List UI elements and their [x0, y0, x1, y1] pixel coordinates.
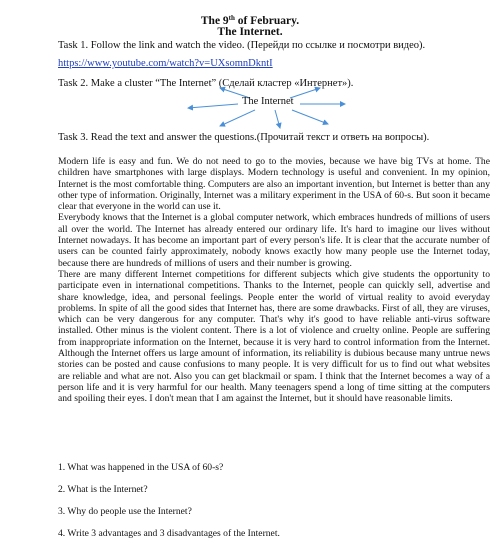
cluster-arrow-down-left [220, 110, 255, 126]
cluster-arrow-down [275, 110, 280, 128]
cluster-arrow-up-right [290, 88, 320, 98]
youtube-video-link[interactable]: https://www.youtube.com/watch?v=UXsomnDkntI [58, 58, 273, 69]
question-2: 2. What is the Internet? [58, 484, 148, 495]
question-1: 1. What was happened in the USA of 60-s? [58, 462, 224, 473]
title-date-prefix: The 9 [200, 15, 229, 27]
internet-cluster-diagram [180, 86, 350, 130]
title-date-suffix: of February. [234, 15, 300, 27]
task-2-instruction: Task 2. Make a cluster “The Internet” (Сделай кластер «Интернет»). [58, 78, 354, 89]
task-1-instruction: Task 1. Follow the link and watch the video. (Перейди по ссылке и посмотри видео). [58, 40, 426, 51]
title-date-sup: th [228, 14, 235, 22]
cluster-center-label: The Internet [242, 96, 294, 107]
reading-paragraph-3: There are many different Internet competitions for different subjects which give students the opportunity to participate even in international competitions. Thanks to the Internet, people can quickly sell, advertise and share knowledge, idea, and personal feelings. People enter the world of virtual reality to avoid everyday problems. In spite of all the good sides that Internet has, there are some drawbacks. First of all, they are viruses, which can be very dangerous for any computer. That's why it's good to have reliable anti-virus software installed. Other minus is the violent content. There is a lot of violence and cruelty online. People are suffering from inappropriate information on the Internet, because it is very hard to control information from the Internet. Although the Internet offers us large amount of information, its reliability is dubious because many untrue news stories can be posted and cause confusions to many people. It is very difficult for us to find out what websites are reliable and what are not. Also you can get blackmail or spam. I think that the Internet becomes a way of a person life and it is very harmful for our health. Many teenagers spend a long of time sitting at the computers and spoiling their eyes. I don't mean that I am against the Internet, but it should have reasonable limits. [58, 268, 490, 405]
reading-paragraph-1: Modern life is easy and fun. We do not need to go to the movies, because we have big TVs at home. The children have smartphones with large displays. Modern technology is useful and convenient. In my opinion, Internet is the most comfortable thing. Computers are also an important invention, but Internet is better than any other type of information. Originally, Internet was a military experiment in the USA of 60-s. But soon it became clear that everyone in the world can use it. [58, 156, 490, 213]
question-4: 4. Write 3 advantages and 3 disadvantages of the Internet. [58, 528, 280, 539]
reading-text [58, 156, 490, 405]
page-title-topic: The Internet. [217, 26, 283, 38]
cluster-arrow-down-right [292, 110, 328, 124]
task-3-instruction: Task 3. Read the text and answer the questions.(Прочитай текст и ответь на вопросы). [58, 132, 430, 143]
reading-paragraph-2: Everybody knows that the Internet is a global computer network, which embraces hundreds of millions of users all over the world. The Internet has already entered our ordinary life. It's hard to imagine our lives without Internet nowadays. It has become an important part of every person's life. It is clear that the accurate number of users can be counted fairly approximately, nobody knows exactly how many people use the Internet today, because there are hundreds of millions of users and their number is growing. [58, 212, 490, 269]
cluster-arrows [180, 86, 350, 130]
cluster-arrow-left [188, 104, 238, 108]
question-3: 3. Why do people use the Internet? [58, 506, 192, 517]
